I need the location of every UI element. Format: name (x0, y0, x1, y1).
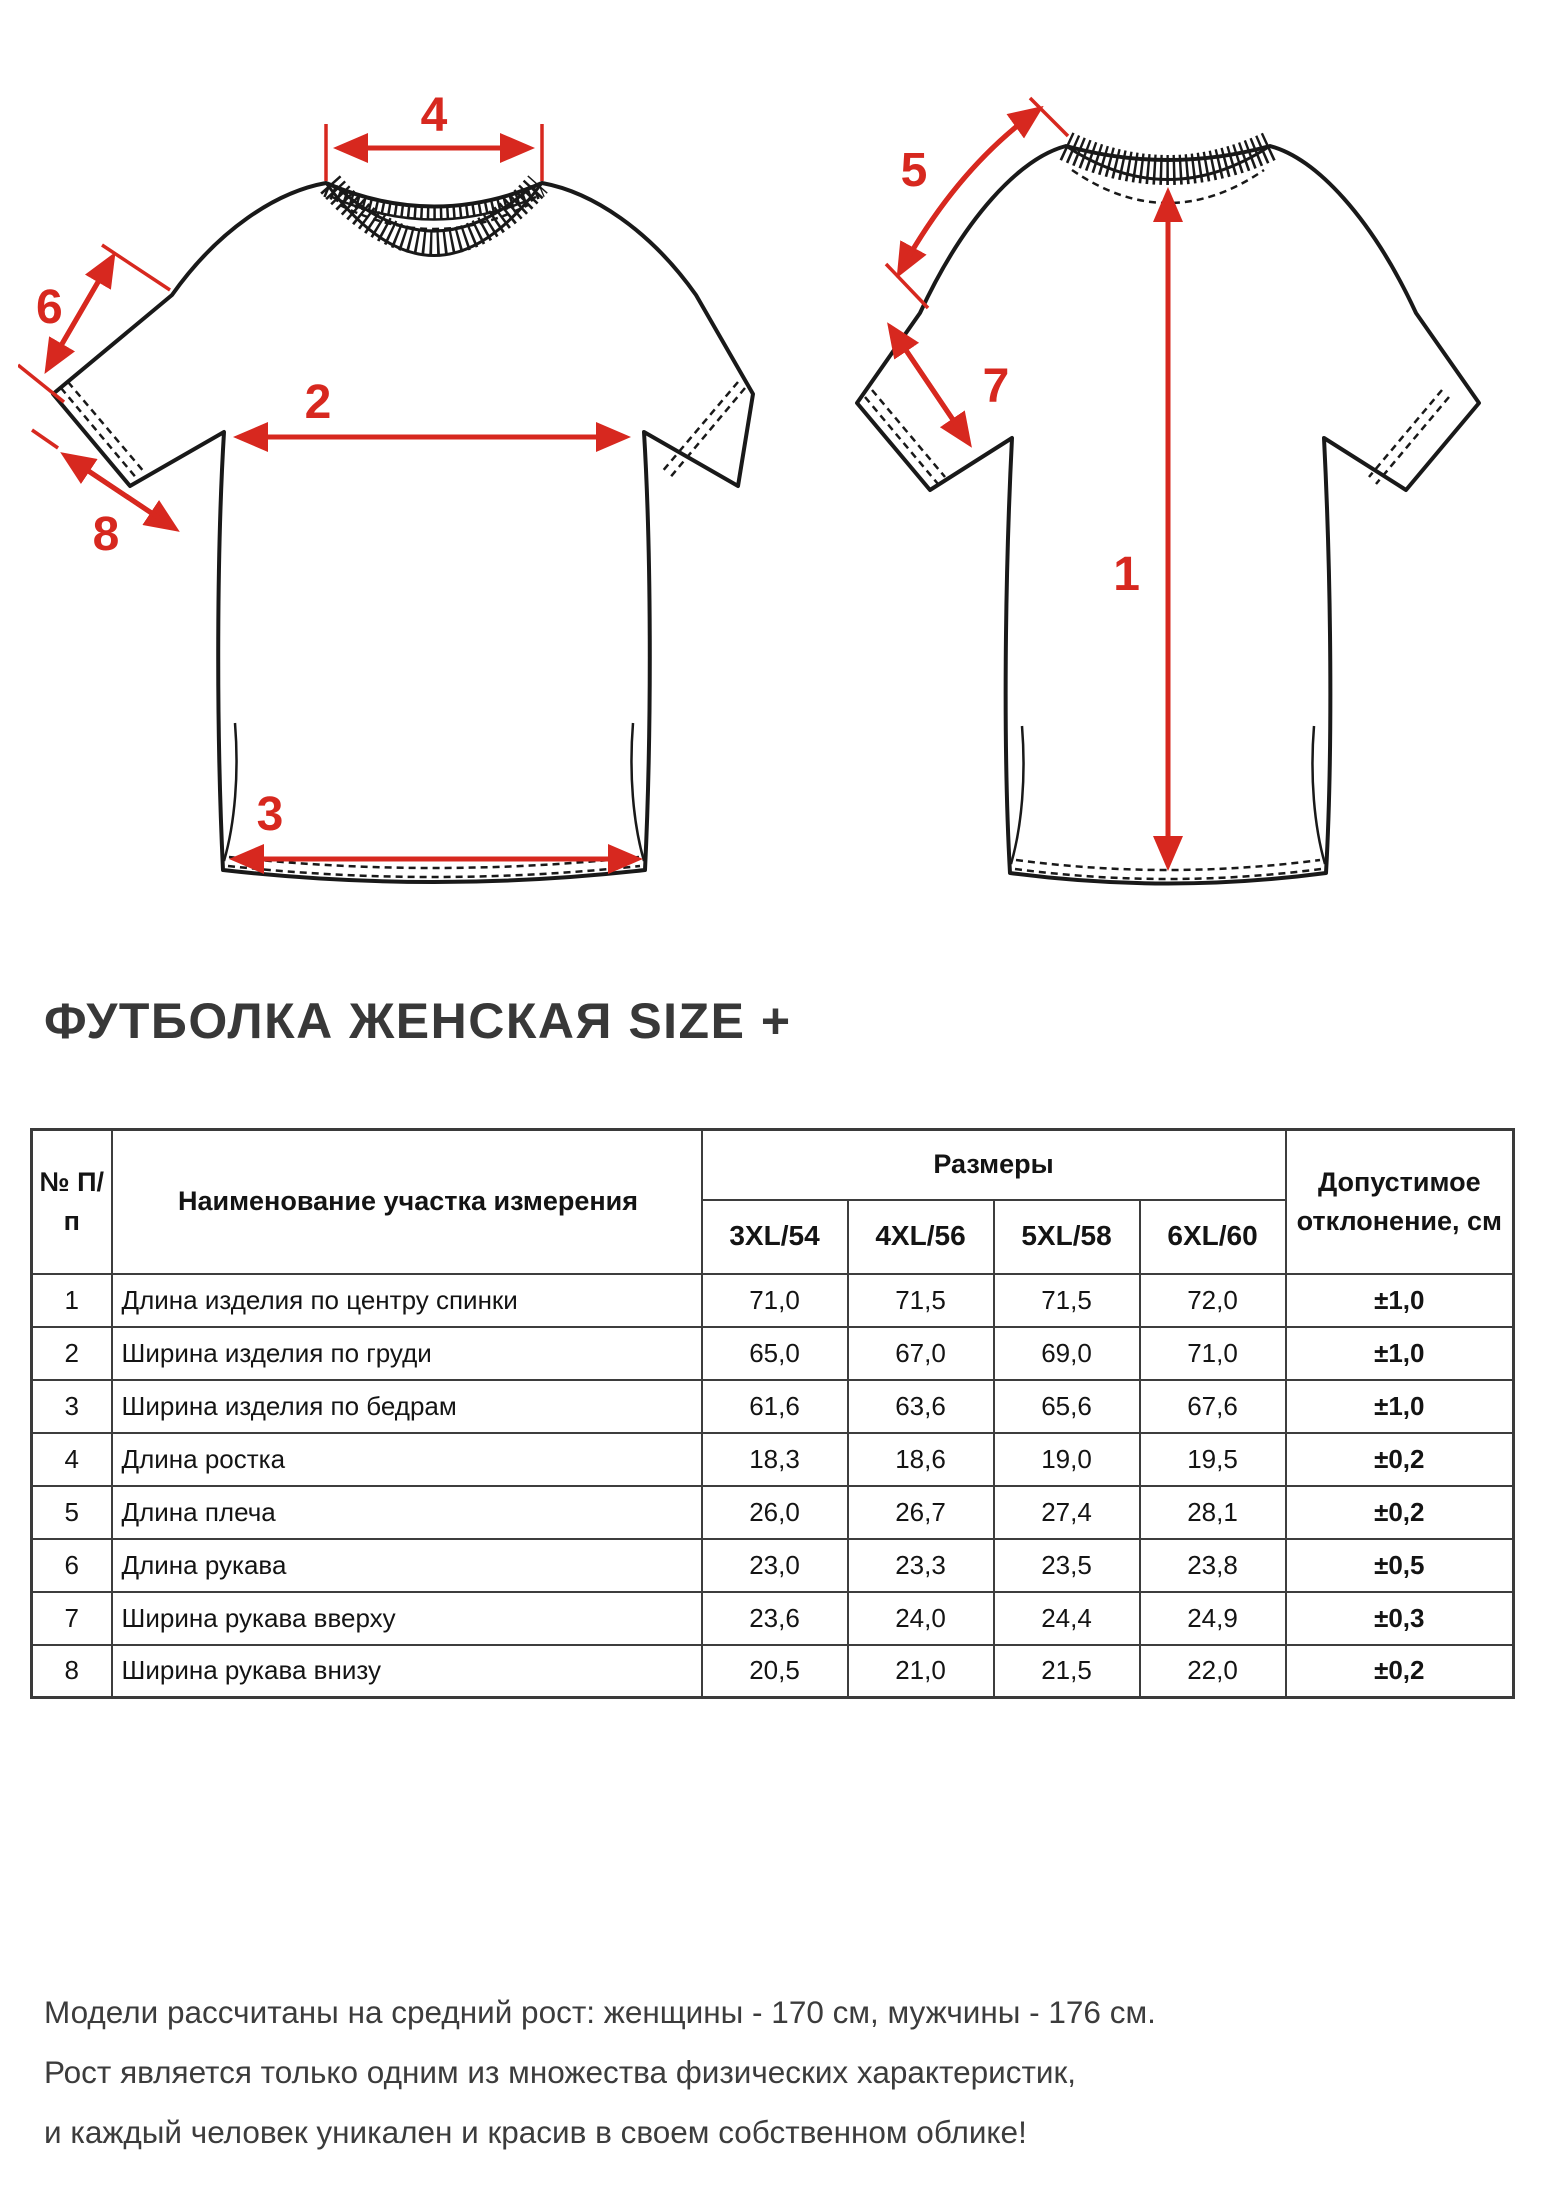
measure-label-2: 2 (304, 376, 332, 429)
cell-value: 24,9 (1140, 1592, 1286, 1645)
height-note-line: Модели рассчитаны на средний рост: женщины - 170 см, мужчины - 176 см. (44, 1994, 1156, 2030)
table-row (32, 1433, 1514, 1486)
cell-name: Длина рукава (112, 1539, 702, 1592)
header-sizes: Размеры (702, 1130, 1286, 1200)
dim-collar-width (326, 89, 542, 181)
height-note-line: и каждый человек уникален и красив в своем собственном облике! (44, 2114, 1027, 2150)
cell-no: 1 (32, 1274, 112, 1327)
size-table (30, 1128, 1515, 1699)
cell-value: 23,8 (1140, 1539, 1286, 1592)
cell-value: 72,0 (1140, 1274, 1286, 1327)
cell-value: 23,5 (994, 1539, 1140, 1592)
cell-deviation: ±0,2 (1286, 1433, 1514, 1486)
table-row (32, 1380, 1514, 1433)
cell-value: 24,4 (994, 1592, 1140, 1645)
header-size-col-1: 4XL/56 (848, 1200, 994, 1274)
cell-value: 23,3 (848, 1539, 994, 1592)
cell-value: 20,5 (702, 1645, 848, 1698)
cell-value: 71,5 (994, 1274, 1140, 1327)
table-row (32, 1645, 1514, 1698)
header-name: Наименование участка измерения (112, 1130, 702, 1274)
cell-name: Длина ростка (112, 1433, 702, 1486)
cell-name: Длина изделия по центру спинки (112, 1274, 702, 1327)
cell-value: 63,6 (848, 1380, 994, 1433)
cell-deviation: ±1,0 (1286, 1380, 1514, 1433)
cell-no: 6 (32, 1539, 112, 1592)
cell-value: 23,6 (702, 1592, 848, 1645)
cell-value: 21,5 (994, 1645, 1140, 1698)
cell-deviation: ±0,5 (1286, 1539, 1514, 1592)
cell-value: 19,0 (994, 1433, 1140, 1486)
cell-name: Длина плеча (112, 1486, 702, 1539)
table-row (32, 1327, 1514, 1380)
measure-label-5: 5 (900, 144, 928, 197)
header-deviation: Допустимое отклонение, см (1286, 1130, 1514, 1274)
height-note (44, 1982, 1156, 2162)
cell-value: 18,3 (702, 1433, 848, 1486)
measure-label-4: 4 (420, 89, 448, 142)
cell-value: 71,0 (1140, 1327, 1286, 1380)
cell-value: 23,0 (702, 1539, 848, 1592)
table-row (32, 1592, 1514, 1645)
header-number: № П/п (32, 1130, 112, 1274)
header-size-col-2: 5XL/58 (994, 1200, 1140, 1274)
cell-name: Ширина изделия по груди (112, 1327, 702, 1380)
cell-deviation: ±0,2 (1286, 1486, 1514, 1539)
height-note-line: Рост является только одним из множества физических характеристик, (44, 2054, 1077, 2090)
cell-value: 28,1 (1140, 1486, 1286, 1539)
cell-value: 27,4 (994, 1486, 1140, 1539)
cell-value: 24,0 (848, 1592, 994, 1645)
cell-name: Ширина рукава внизу (112, 1645, 702, 1698)
table-row (32, 1274, 1514, 1327)
cell-value: 61,6 (702, 1380, 848, 1433)
cell-value: 67,6 (1140, 1380, 1286, 1433)
cell-name: Ширина изделия по бедрам (112, 1380, 702, 1433)
cell-value: 71,0 (702, 1274, 848, 1327)
measure-label-8: 8 (92, 508, 120, 561)
header-size-col-0: 3XL/54 (702, 1200, 848, 1274)
header-size-col-3: 6XL/60 (1140, 1200, 1286, 1274)
front-body-outline (53, 183, 753, 882)
measure-label-3: 3 (256, 788, 284, 841)
measure-label-1: 1 (1113, 548, 1140, 601)
cell-deviation: ±1,0 (1286, 1327, 1514, 1380)
cell-value: 22,0 (1140, 1645, 1286, 1698)
table-row (32, 1539, 1514, 1592)
cell-no: 4 (32, 1433, 112, 1486)
tshirt-front-view-drawing (18, 18, 788, 928)
measure-label-7: 7 (982, 360, 1010, 413)
cell-value: 65,6 (994, 1380, 1140, 1433)
cell-value: 26,0 (702, 1486, 848, 1539)
cell-value: 26,7 (848, 1486, 994, 1539)
cell-no: 2 (32, 1327, 112, 1380)
cell-deviation: ±0,2 (1286, 1645, 1514, 1698)
cell-no: 7 (32, 1592, 112, 1645)
cell-value: 71,5 (848, 1274, 994, 1327)
cell-no: 8 (32, 1645, 112, 1698)
cell-no: 5 (32, 1486, 112, 1539)
cell-name: Ширина рукава вверху (112, 1592, 702, 1645)
cell-value: 65,0 (702, 1327, 848, 1380)
cell-deviation: ±0,3 (1286, 1592, 1514, 1645)
table-row (32, 1486, 1514, 1539)
cell-value: 18,6 (848, 1433, 994, 1486)
cell-deviation: ±1,0 (1286, 1274, 1514, 1327)
cell-no: 3 (32, 1380, 112, 1433)
cell-value: 19,5 (1140, 1433, 1286, 1486)
cell-value: 69,0 (994, 1327, 1140, 1380)
cell-value: 67,0 (848, 1327, 994, 1380)
measure-label-6: 6 (36, 281, 63, 334)
cell-value: 21,0 (848, 1645, 994, 1698)
tshirt-back-view-drawing (772, 18, 1542, 928)
page-title: ФУТБОЛКА ЖЕНСКАЯ SIZE + (44, 993, 792, 1049)
